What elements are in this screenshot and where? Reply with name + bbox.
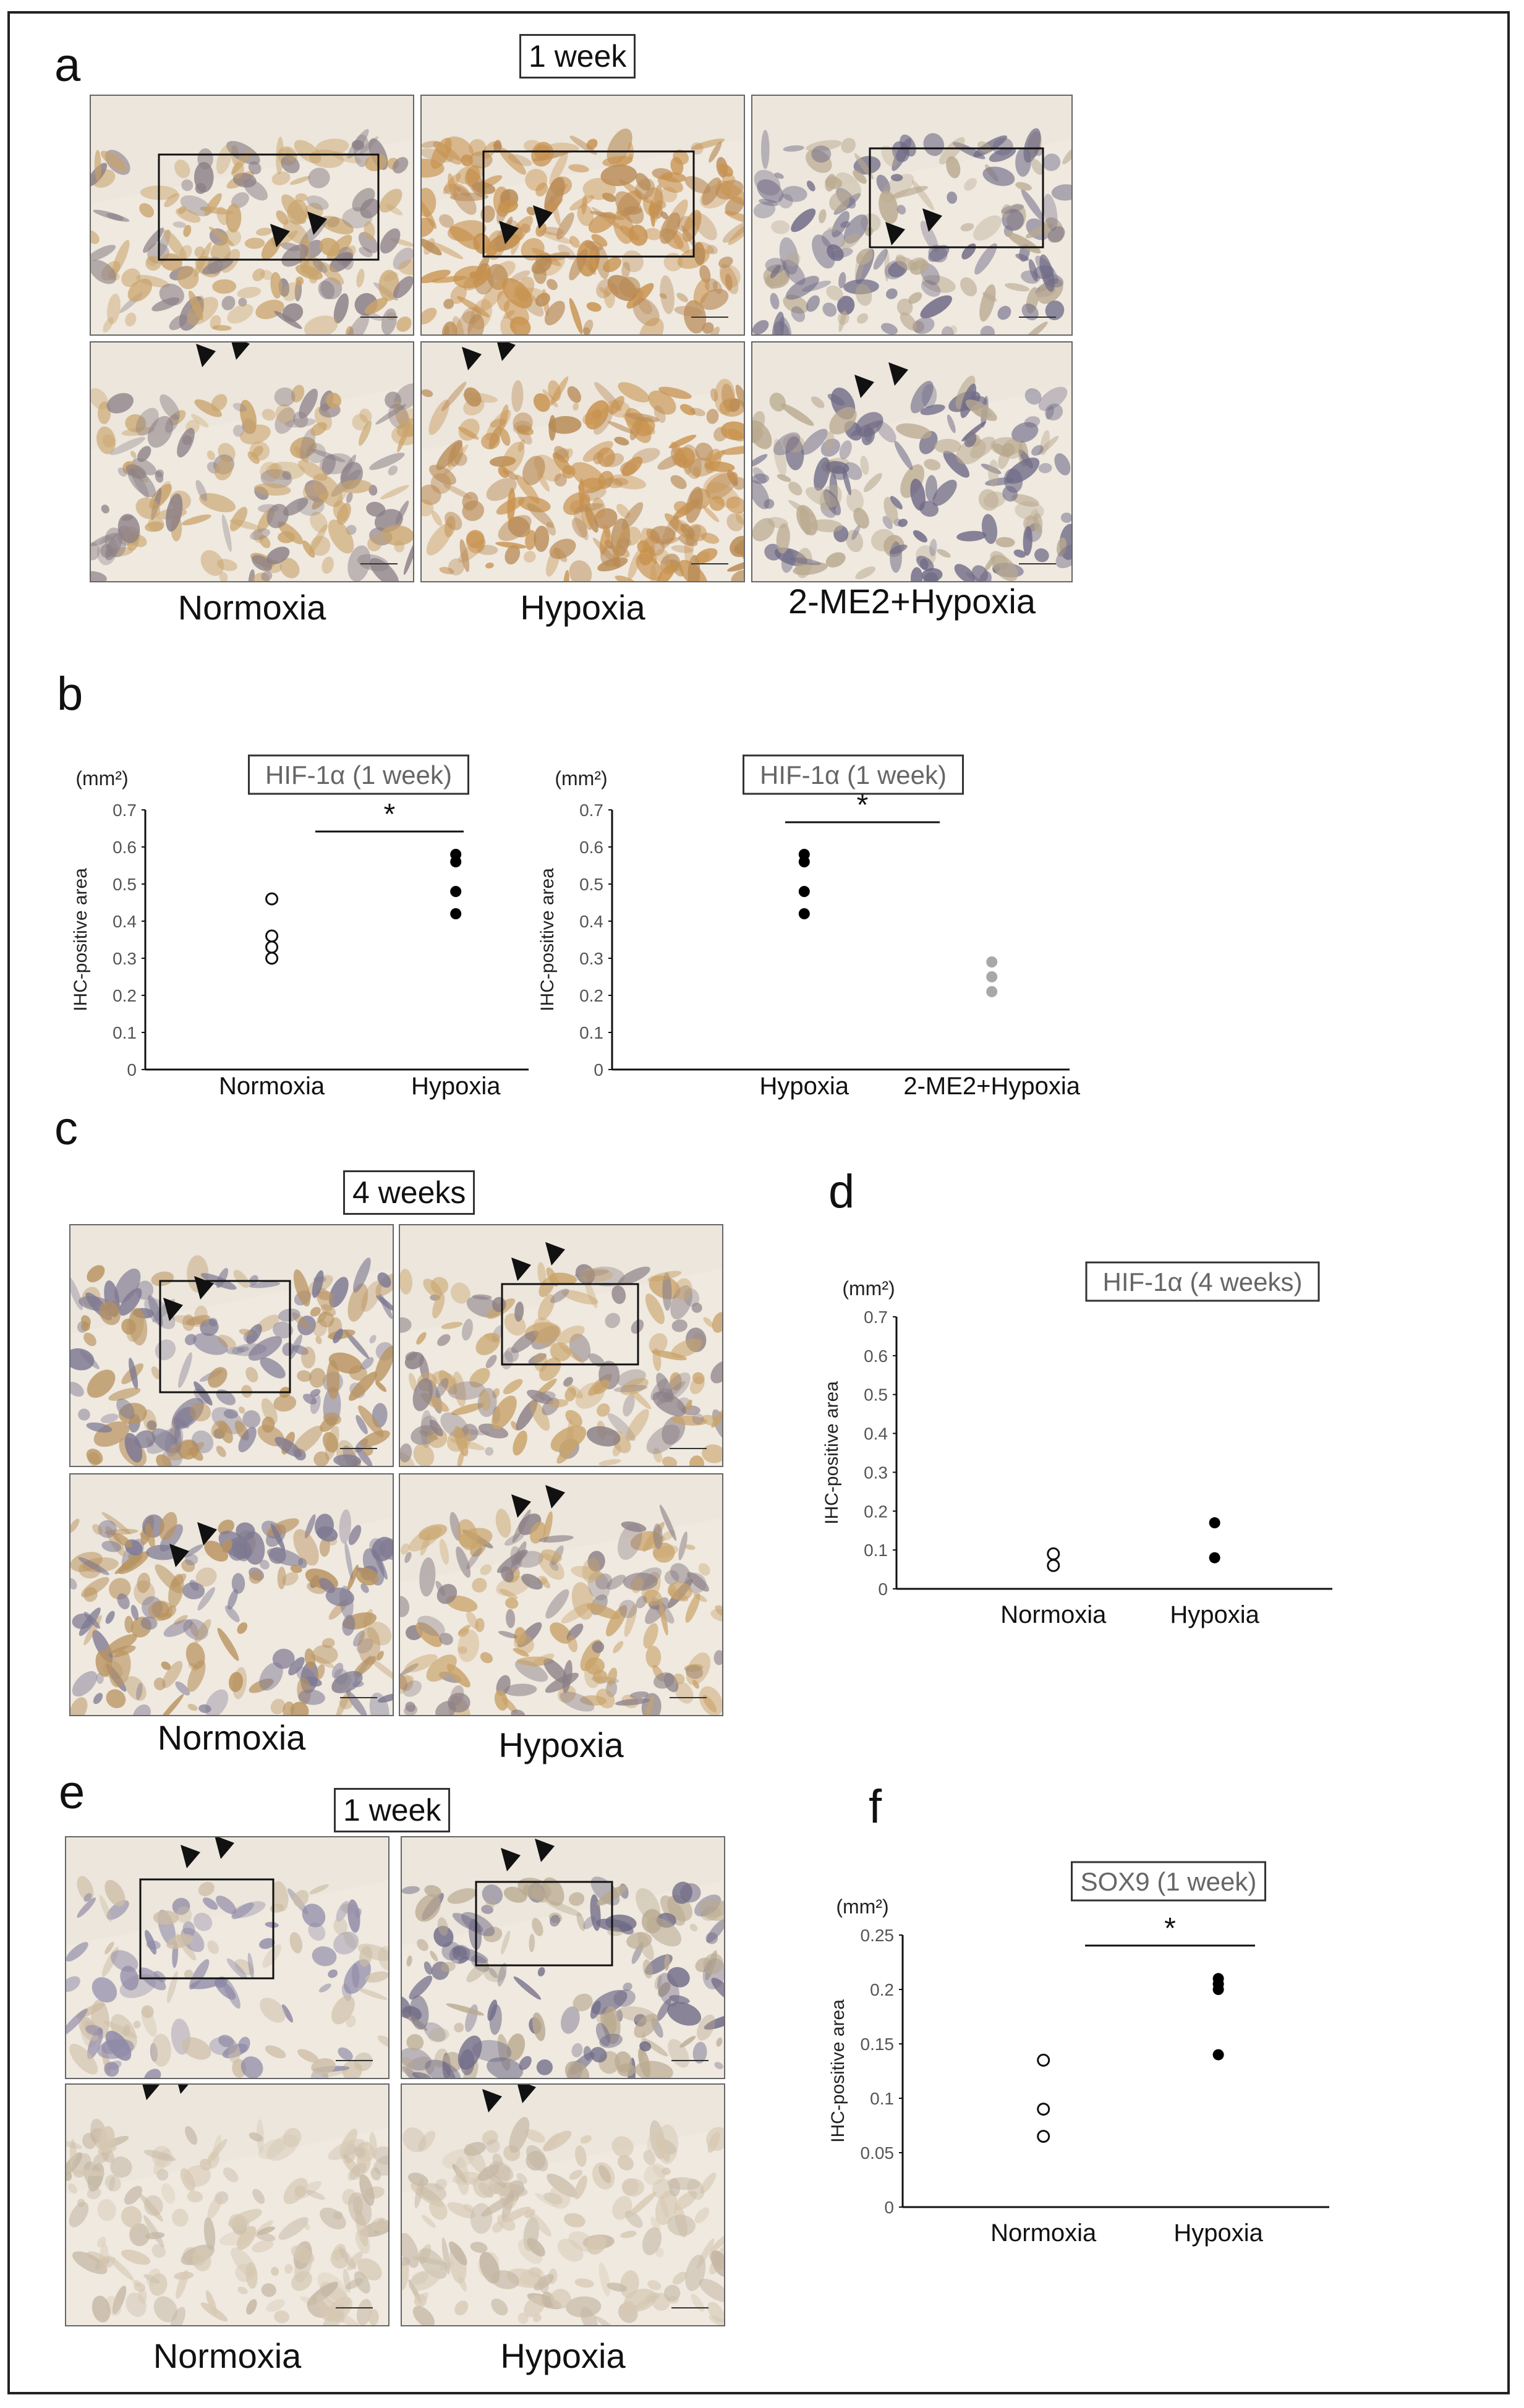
chart-title: HIF-1α (1 week) — [265, 760, 452, 789]
data-point — [799, 856, 810, 867]
micrograph-texture — [70, 1474, 393, 1715]
y-axis-label: IHC-positive area — [70, 868, 91, 1011]
micrograph-c-hypoxia-low — [399, 1224, 723, 1467]
y-tick-label: 0.7 — [113, 801, 137, 820]
micrograph-e-normoxia-low — [65, 1836, 390, 2079]
micrograph-a-2me2-low — [751, 95, 1073, 336]
micrograph-texture — [66, 1837, 388, 2078]
data-point — [1038, 2104, 1049, 2115]
panel-letter-b: b — [57, 668, 83, 720]
chart-title: HIF-1α (1 week) — [760, 760, 947, 789]
y-tick-label: 0 — [884, 2198, 894, 2217]
data-point — [266, 930, 278, 942]
micrograph-c-hypoxia-high — [399, 1473, 723, 1716]
data-point — [450, 886, 461, 897]
panel-c-label-hypoxia: Hypoxia — [498, 1725, 624, 1764]
data-point — [1213, 2049, 1224, 2061]
data-point — [450, 856, 461, 867]
x-category-label: Hypoxia — [759, 1073, 849, 1100]
data-point — [986, 956, 997, 968]
panel-letter-c: c — [54, 1102, 78, 1155]
micrograph-texture — [70, 1225, 393, 1466]
significance-asterisk: * — [1164, 1912, 1176, 1945]
y-tick-label: 0.25 — [860, 1926, 894, 1945]
chart-svg — [537, 742, 1100, 1100]
y-tick-label: 0.2 — [113, 986, 137, 1005]
panel-a-label-hypoxia: Hypoxia — [520, 588, 645, 627]
x-category-label: Hypoxia — [1173, 2219, 1263, 2247]
micrograph-texture — [400, 1474, 722, 1715]
panel-c-title: 4 weeks — [343, 1170, 475, 1215]
micrograph-a-normoxia-high — [90, 341, 414, 582]
micrograph-texture — [66, 2085, 388, 2325]
data-point — [450, 908, 461, 919]
y-tick-label: 0.7 — [579, 801, 603, 820]
y-tick-label: 0.1 — [870, 2089, 894, 2108]
data-point — [266, 942, 278, 953]
data-point — [1038, 2131, 1049, 2142]
data-point — [1048, 1548, 1059, 1559]
micrograph-a-2me2-high — [751, 341, 1073, 582]
x-category-label: Hypoxia — [1170, 1601, 1259, 1628]
y-tick-label: 0.5 — [579, 875, 603, 894]
y-tick-label: 0.3 — [113, 949, 137, 968]
micrograph-texture — [402, 1837, 724, 2078]
micrograph-a-hypoxia-high — [420, 341, 745, 582]
panel-e-label-hypoxia: Hypoxia — [500, 2336, 626, 2375]
micrograph-a-normoxia-low — [90, 95, 414, 336]
y-tick-label: 0.4 — [113, 912, 137, 931]
panel-a-label-2me2: 2-ME2+Hypoxia — [788, 582, 1036, 621]
data-point — [1213, 1984, 1224, 1995]
x-category-label: Normoxia — [990, 2219, 1097, 2247]
micrograph-e-hypoxia-high — [401, 2083, 725, 2326]
panel-a-title: 1 week — [519, 34, 636, 79]
chart-title: SOX9 (1 week) — [1080, 1867, 1257, 1896]
micrograph-e-normoxia-high — [65, 2083, 390, 2326]
y-axis-label: IHC-positive area — [822, 1381, 842, 1525]
y-tick-label: 0.2 — [870, 1980, 894, 1999]
data-point — [1209, 1552, 1220, 1563]
y-tick-label: 0 — [127, 1060, 137, 1079]
chart-svg — [68, 742, 563, 1100]
y-tick-label: 0.3 — [579, 949, 603, 968]
panel-e-label-normoxia: Normoxia — [153, 2336, 302, 2375]
micrograph-texture — [402, 2085, 724, 2325]
y-unit-label: (mm²) — [75, 767, 129, 789]
y-tick-label: 0.05 — [860, 2143, 894, 2163]
x-category-label: Normoxia — [1000, 1601, 1107, 1628]
y-tick-label: 0.2 — [579, 986, 603, 1005]
y-tick-label: 0.2 — [864, 1502, 888, 1521]
panel-letter-d: d — [828, 1165, 855, 1218]
micrograph-e-hypoxia-low — [401, 1836, 725, 2079]
y-axis-label: IHC-positive area — [537, 868, 558, 1011]
chart-d — [819, 1246, 1363, 1654]
panel-letter-e: e — [59, 1766, 85, 1819]
data-point — [1038, 2054, 1049, 2066]
y-unit-label: (mm²) — [842, 1277, 895, 1300]
y-axis-label: IHC-positive area — [828, 1999, 848, 2143]
chart-svg — [816, 1861, 1360, 2269]
chart-svg — [819, 1246, 1363, 1654]
y-tick-label: 0.6 — [579, 838, 603, 857]
significance-asterisk: * — [383, 798, 396, 831]
y-unit-label: (mm²) — [836, 1895, 889, 1918]
micrograph-a-hypoxia-low — [420, 95, 745, 336]
data-point — [799, 908, 810, 919]
y-tick-label: 0.6 — [113, 838, 137, 857]
micrograph-c-normoxia-low — [69, 1224, 394, 1467]
micrograph-texture — [422, 96, 744, 334]
y-tick-label: 0.5 — [113, 875, 137, 894]
data-point — [799, 886, 810, 897]
data-point — [1048, 1560, 1059, 1571]
micrograph-texture — [400, 1225, 722, 1466]
chart-f — [816, 1861, 1360, 2269]
panel-c-label-normoxia: Normoxia — [157, 1718, 306, 1757]
y-tick-label: 0.7 — [864, 1308, 888, 1327]
y-tick-label: 0.1 — [113, 1023, 137, 1042]
chart-title: HIF-1α (4 weeks) — [1102, 1267, 1303, 1296]
y-tick-label: 0 — [594, 1060, 603, 1079]
y-tick-label: 0.1 — [579, 1023, 603, 1042]
data-point — [986, 986, 997, 997]
micrograph-texture — [91, 96, 413, 334]
panel-a-label-normoxia: Normoxia — [177, 588, 326, 627]
panel-letter-f: f — [869, 1780, 882, 1833]
x-category-label: Normoxia — [219, 1073, 325, 1100]
x-category-label: Hypoxia — [411, 1073, 501, 1100]
y-tick-label: 0 — [878, 1580, 888, 1599]
y-tick-label: 0.5 — [864, 1385, 888, 1405]
panel-letter-a: a — [54, 39, 81, 91]
data-point — [266, 953, 278, 964]
y-tick-label: 0.15 — [860, 2035, 894, 2054]
micrograph-texture — [422, 342, 744, 581]
micrograph-texture — [752, 96, 1071, 334]
y-tick-label: 0.4 — [579, 912, 603, 931]
chart-b-left — [68, 742, 563, 1100]
data-point — [266, 893, 278, 904]
data-point — [1209, 1517, 1220, 1528]
panel-e-title: 1 week — [334, 1788, 450, 1832]
y-tick-label: 0.3 — [864, 1463, 888, 1483]
micrograph-texture — [91, 342, 413, 581]
data-point — [986, 971, 997, 982]
y-tick-label: 0.1 — [864, 1541, 888, 1560]
x-category-label: 2-ME2+Hypoxia — [903, 1073, 1081, 1100]
y-tick-label: 0.6 — [864, 1346, 888, 1366]
y-unit-label: (mm²) — [555, 767, 608, 789]
micrograph-texture — [752, 342, 1071, 581]
y-tick-label: 0.4 — [864, 1424, 888, 1444]
micrograph-c-normoxia-high — [69, 1473, 394, 1716]
significance-asterisk: * — [856, 789, 869, 822]
chart-b-right — [537, 742, 1100, 1100]
